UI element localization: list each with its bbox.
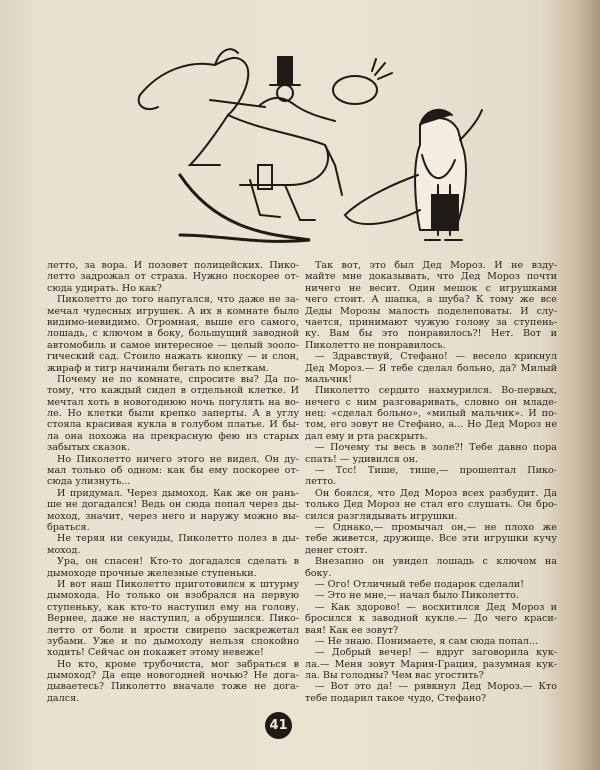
text-line: летто, за вора. И позовет полицейских. Пико- [47,260,299,271]
text-line: Но кто, кроме трубочиста, мог забраться в [57,658,299,670]
text-line: Вернее, даже не наступил, а обрушился. Пико- [47,613,299,625]
text-line: — Тсс! Тише, тише,— прошептал Пико- [315,465,557,477]
text-line: Деды Морозы малость поделеповаты. И слу- [305,305,557,317]
text-line: Пиколетто до того напугался, что даже не за- [57,294,299,306]
illustration-horse-chimney-sweep-santa [120,35,500,250]
text-line: Так вот, это был Дед Мороз. И не взду- [315,260,557,271]
text-line: — Почему ты весь в золе?! Тебе давно пора [315,442,557,454]
text-line: сюда удирать. Но как? [47,282,162,294]
text-line: нечего с ним разговаривать, словно он младе- [305,396,557,408]
text-line: — Добрый вечер! — вдруг заговорила кук- [315,647,557,659]
text-line: Ура, он спасен! Кто-то догадался сделать в [57,556,299,568]
text-line: боку. [305,567,332,579]
text-line: Почему не по комнате, спросите вы? Да по- [57,373,299,385]
text-line: нец: «сделал больно», «милый мальчик». И по- [305,408,557,420]
text-line: ку. Вам бы это понравилось?! Нет. Вот и [305,328,557,340]
text-line: гический сад. Стоило нажать кнопку — и слон, [47,351,299,363]
text-line: мечтал хоть в новогоднюю ночь погулять на во- [47,396,299,408]
text-line: ступеньку, как кто-то наступил ему на голову. [47,601,299,613]
text-line: — Ого! Отличный тебе подарок сделали! [315,578,525,590]
text-line: стояла красивая кукла в голубом платье. И бы- [47,419,299,431]
text-line: моход, значит, через него и наружу можно вы- [47,510,299,522]
text-line: зубами. Уже и по дымоходу нельзя спокойно [47,635,299,647]
text-line: Не теряя ни секунды, Пиколетто полез в ды- [57,533,299,545]
text-line: Пиколетто не понравилось. [305,339,446,351]
text-line: летто от боли и ярости свирепо заскрежетал [47,624,299,636]
text-line: мечал чудесных игрушек. А их в комнате было [47,305,299,317]
text-line: чего стоит. А шапка, а шуба? К тому же все [305,294,557,306]
text-line: ла она похожа на прекрасную фею из старых [47,430,299,442]
text-line: майте мне доказывать, что Дед Мороз почти [305,271,557,283]
text-line: Но Пиколетто ничего этого не видел. Он ду- [57,453,299,465]
text-column-left [47,260,299,704]
text-line: мальчик! [305,373,353,385]
text-line: жираф и тигр начинали бегать по клеткам. [47,362,269,374]
text-line: дался. [47,692,80,704]
text-line: лошадь, с ключом в боку, большущий заводной [47,328,299,340]
text-line: браться. [47,521,90,533]
text-line: — Как здорово! — восхитился Дед Мороз и [315,601,557,613]
text-line: чается, принимают чужую голову за ступень- [305,316,557,328]
text-line: — Не знаю. Понимаете, я сам сюда попал... [315,635,539,647]
text-line: Пиколетто сердито нахмурился. Во-первых, [315,385,557,397]
text-line: Он боялся, что Дед Мороз всех разбудит. Да [315,487,557,499]
text-line: забытых сказок. [47,442,130,454]
text-column-right [305,260,557,704]
text-line: видимо-невидимо. Огромная, выше его самого, [47,316,299,328]
text-line: ла. Вы голодны? Чем вас угостить? [305,670,484,682]
page-number: 41 [265,712,292,739]
text-line: моход. [47,544,81,556]
text-line: И придумал. Через дымоход. Как же он рань- [57,487,299,499]
text-line: дымохода. Но только он взобрался на первую [47,590,299,602]
text-line: автомобиль и самое интересное — целый зооло- [47,339,299,351]
text-line: ходить! Сейчас он покажет этому невеже! [47,647,264,659]
text-line: сился разглядывать игрушки. [305,510,458,522]
text-line: только Дед Мороз не стал его слушать. Он бро- [305,499,557,511]
text-line: том, его зовут не Стефано, а... Но Дед Мороз не [305,419,557,431]
text-line: ле. Но клетки были крепко заперты. А в углу [47,408,299,420]
text-line: — Однако,— промычал он,— не плохо же [315,521,557,533]
text-line: вая! Как ее зовут? [305,624,399,636]
text-line: — Вот это да! — рявкнул Дед Мороз.— Кто [315,681,557,693]
text-line: бросился к заводной кукле.— До чего краси- [305,613,557,625]
text-line: ничего не весит. Один мешок с игрушками [305,282,557,294]
text-line: спать! — удивился он. [305,453,419,465]
text-line: тебе подарил такое чудо, Стефано? [305,692,487,704]
text-line: И вот наш Пиколетто приготовился к штурму [57,578,299,590]
text-line: денег стоят. [305,544,368,556]
text-line: летто. [305,476,337,488]
text-line: — Это не мне,— начал было Пиколетто. [315,590,519,602]
text-line: дал ему и рта раскрыть. [305,430,428,442]
text-line: Дед Мороз.— Я тебе сделал больно, да? Милый [305,362,557,374]
text-line: мал только об одном: как бы ему поскорее от- [47,465,299,477]
text-line: тебе живется, дружище. Все эти игрушки кучу [305,533,557,545]
text-line: — Здравствуй, Стефано! — весело крикнул [315,351,557,363]
text-line: сюда улизнуть... [47,476,131,488]
text-line: тому, что каждый сидел в отдельной клетке. И [47,385,299,397]
text-line: дываетесь? Пиколетто вначале тоже не дога- [47,681,299,693]
text-line: дымоходе прочные железные ступеньки. [47,567,257,579]
text-line: Внезапно он увидел лошадь с ключом на [315,556,557,568]
text-line: летто задрожал от страха. Нужно поскорее от- [47,271,299,283]
text-line: дымоход? Да еще новогодней ночью? Не дога- [47,670,299,682]
text-line: ла.— Меня зовут Мария-Грация, разумная кук- [305,658,557,670]
text-line: ше не догадался! Ведь он сюда попал через ды- [47,499,299,511]
